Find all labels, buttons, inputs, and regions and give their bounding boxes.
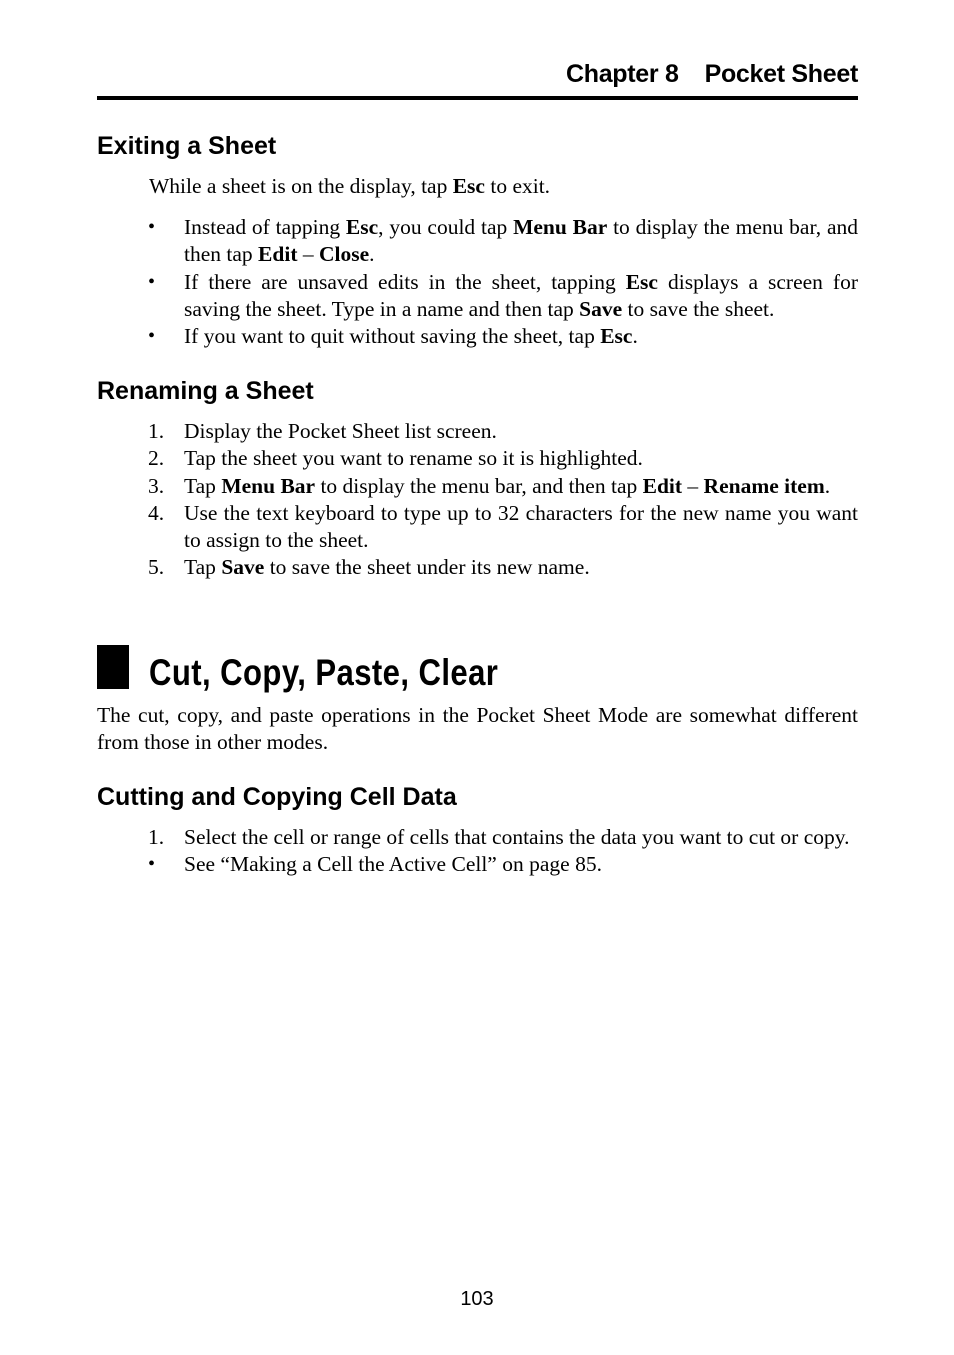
list-item	[0, 500, 858, 555]
bullet-marker: •	[148, 325, 156, 348]
list-item-text	[184, 555, 590, 579]
list-item-text: Select the cell or range of cells that contains the data you want to cut or copy.	[184, 825, 850, 849]
bold-term: Save	[221, 555, 265, 580]
step-number: 1.	[148, 419, 165, 443]
bold-term: Save	[579, 296, 623, 321]
bold-term: Menu Bar	[513, 215, 608, 239]
bold-term: Edit	[642, 473, 683, 498]
page-number: 103	[460, 1288, 494, 1310]
heading-exiting-a-sheet: Exiting a Sheet	[97, 132, 277, 160]
list-item-text: See “Making a Cell the Active Cell” on page 85.	[184, 852, 602, 877]
list-item-text	[184, 501, 858, 552]
list-item-text	[184, 446, 643, 470]
text-run: Tap	[184, 555, 222, 580]
text-run: to save the sheet under its new name.	[264, 555, 590, 580]
list-item	[0, 214, 858, 269]
step-number: 1.	[148, 825, 165, 849]
text-run: , you could tap	[378, 215, 514, 239]
bold-term: Esc	[345, 215, 379, 239]
running-header	[97, 60, 858, 89]
bold-term: Esc	[625, 269, 658, 294]
list-item	[0, 554, 858, 581]
text-run: Tap	[184, 473, 222, 498]
text-run: .	[824, 473, 831, 498]
bullet-marker: •	[148, 853, 156, 876]
list-item-text	[184, 474, 830, 498]
step-number: 2.	[148, 446, 165, 471]
bold-term: Esc	[600, 324, 633, 349]
bold-term: Edit	[258, 242, 298, 267]
section-marker-block	[97, 645, 129, 689]
text-run: Display the Pocket Sheet list screen.	[184, 419, 497, 443]
cut-copy-intro: The cut, copy, and paste operations in the Pocket Sheet Mode are somewhat different from those in other modes.	[97, 703, 858, 755]
heading-renaming-a-sheet: Renaming a Sheet	[97, 377, 314, 405]
list-item	[0, 323, 858, 350]
list-item-text	[184, 215, 858, 266]
text-run: Instead of tapping	[184, 215, 346, 239]
list-item-text	[184, 324, 638, 348]
renaming-steps-list	[0, 418, 954, 582]
list-item-text	[184, 270, 858, 321]
text-run: –	[682, 473, 704, 498]
bullet-marker: •	[148, 270, 156, 293]
list-item	[0, 824, 858, 851]
bold-term: Esc	[452, 174, 485, 198]
text-run: displays a screen for saving the sheet. Type in a name and then tap	[184, 269, 858, 321]
cutting-steps-list	[0, 824, 954, 879]
text-run: to display the menu bar, and then tap	[315, 473, 643, 498]
heading-cutting-and-copying-cell-data: Cutting and Copying Cell Data	[97, 783, 457, 811]
text-run: .	[369, 242, 375, 267]
exiting-intro	[149, 173, 858, 200]
step-number: 4.	[148, 500, 165, 525]
text-run: .	[632, 324, 638, 349]
list-item-text	[184, 419, 497, 443]
text-run: Use the text keyboard to type up to 32 characters for the new name you want to assign to the sheet.	[184, 500, 858, 553]
list-item	[0, 445, 858, 472]
chapter-title: Pocket Sheet	[704, 60, 858, 88]
list-item	[0, 418, 858, 445]
header-rule	[97, 96, 858, 100]
text-run: to save the sheet.	[622, 296, 775, 321]
list-item	[0, 269, 858, 324]
bold-term: Rename item	[703, 473, 825, 498]
text-run: to display the menu bar, and then tap	[184, 215, 858, 267]
step-number: 5.	[148, 555, 165, 580]
bold-term: Menu Bar	[221, 473, 316, 498]
bold-term: Close	[318, 242, 370, 267]
text-run: If you want to quit without saving the sheet, tap	[184, 324, 601, 349]
list-item	[0, 851, 858, 878]
list-item	[0, 473, 858, 500]
text-run: –	[297, 242, 319, 267]
step-number: 3.	[148, 473, 165, 498]
text-run: Tap the sheet you want to rename so it is highlighted.	[184, 446, 643, 471]
exiting-bullet-list	[0, 214, 954, 350]
text-run: While a sheet is on the display, tap	[149, 174, 453, 198]
text-run: to exit.	[484, 174, 551, 198]
chapter-label: Chapter 8	[565, 60, 679, 88]
bullet-marker: •	[148, 216, 156, 238]
heading-cut-copy-paste-clear: Cut, Copy, Paste, Clear	[149, 652, 499, 693]
text-run: If there are unsaved edits in the sheet, tapping	[184, 269, 626, 294]
